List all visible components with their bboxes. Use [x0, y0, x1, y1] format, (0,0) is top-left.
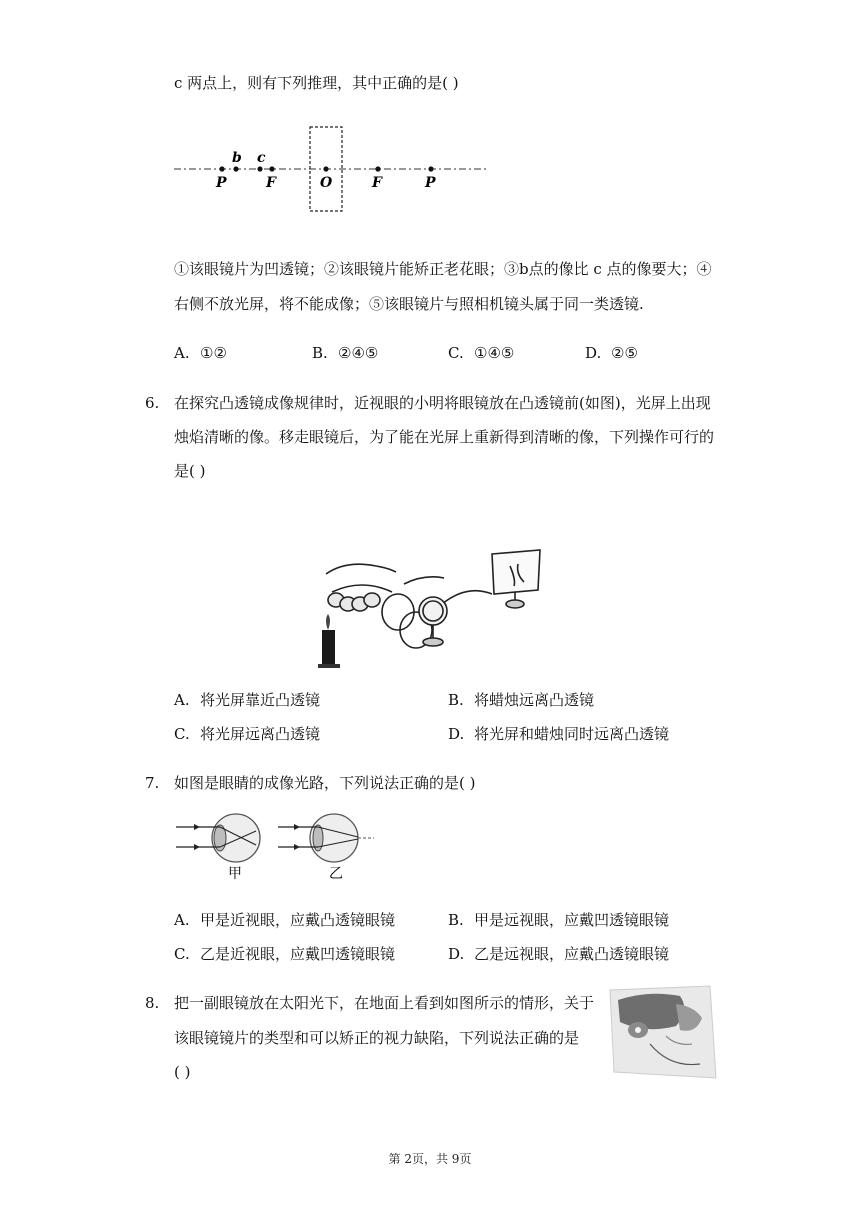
- q5-lens-axis-diagram: [170, 118, 500, 218]
- label-b: b: [232, 150, 242, 166]
- hand-holding-glasses-icon: [326, 564, 492, 648]
- q6-stem-line1: 在探究凸透镜成像规律时，近视眼的小明将眼镜放在凸透镜前(如图)，光屏上出现: [174, 394, 711, 412]
- label-O: O: [320, 175, 333, 191]
- label-P-left: P: [216, 175, 227, 191]
- option-label: C.: [174, 725, 190, 743]
- q5-option-d[interactable]: [585, 343, 638, 363]
- q5-statements-line2: 右侧不放光屏，将不能成像；⑤该眼镜片与照相机镜头属于同一类透镜.: [174, 295, 644, 313]
- shadow-dark-area: [618, 994, 684, 1029]
- option-text: 甲是远视眼，应戴凹透镜眼镜: [474, 911, 670, 929]
- q6-stem-line3: 是( ): [174, 462, 206, 480]
- option-text: 甲是近视眼，应戴凸透镜眼镜: [200, 911, 396, 929]
- q8-stem-line3: ( ): [174, 1063, 191, 1081]
- q7-stem: 如图是眼睛的成像光路，下列说法正确的是( ): [174, 774, 476, 792]
- option-text: 将光屏远离凸透镜: [200, 725, 321, 743]
- point-c: [257, 166, 262, 171]
- option-text: 将蜡烛远离凸透镜: [474, 691, 595, 709]
- q5-option-c[interactable]: [448, 343, 514, 363]
- fig-label-jia: 甲: [228, 866, 242, 882]
- q8-glasses-shadow-photo: [606, 984, 718, 1082]
- fig-label-yi: 乙: [329, 866, 343, 882]
- q7-option-d[interactable]: [448, 944, 669, 964]
- q7-option-c[interactable]: [174, 944, 395, 964]
- point-O: [323, 166, 328, 171]
- q6-option-d[interactable]: [448, 724, 669, 744]
- option-label: D.: [448, 945, 465, 963]
- option-label: B.: [312, 344, 328, 362]
- option-label: C.: [174, 945, 190, 963]
- option-label: D.: [448, 725, 465, 743]
- point-b: [233, 166, 238, 171]
- eye-diagram-jia: [176, 814, 260, 862]
- option-text: ②④⑤: [338, 344, 379, 362]
- option-label: A.: [174, 344, 190, 362]
- option-text: ②⑤: [611, 344, 638, 362]
- q6-option-a[interactable]: [174, 690, 320, 710]
- convex-lens-icon: [419, 597, 447, 646]
- option-label: A.: [174, 911, 190, 929]
- point-P-right: [428, 166, 433, 171]
- option-label: B.: [448, 911, 464, 929]
- label-P-right: P: [425, 175, 436, 191]
- q8-stem-line1: 把一副眼镜放在太阳光下，在地面上看到如图所示的情形，关于: [174, 994, 595, 1012]
- light-screen-icon: [492, 550, 540, 608]
- option-text: 乙是近视眼，应戴凹透镜眼镜: [200, 945, 396, 963]
- option-text: 乙是远视眼，应戴凸透镜眼镜: [474, 945, 670, 963]
- label-F-left: F: [266, 175, 276, 191]
- option-text: 将光屏靠近凸透镜: [200, 691, 321, 709]
- option-text: 将光屏和蜡烛同时远离凸透镜: [474, 725, 670, 743]
- q5-statements-line1: ①该眼镜片为凹透镜；②该眼镜片能矫正老花眼；③b点的像比 c 点的像要大；④: [174, 260, 712, 278]
- option-text: ①②: [200, 344, 227, 362]
- q6-stem-line2: 烛焰清晰的像。移走眼镜后，为了能在光屏上重新得到清晰的像，下列操作可行的: [174, 428, 715, 446]
- point-P-left: [219, 166, 224, 171]
- option-label: D.: [585, 344, 602, 362]
- q5-stem-tail: c 两点上，则有下列推理，其中正确的是( ): [174, 74, 459, 92]
- q6-lens-experiment-figure: [312, 544, 552, 674]
- point-F-left: [269, 166, 274, 171]
- candle-icon: [318, 614, 340, 668]
- q8-stem-line2: 该眼镜镜片的类型和可以矫正的视力缺陷，下列说法正确的是: [174, 1029, 580, 1047]
- bright-spot: [635, 1027, 641, 1033]
- q6-option-b[interactable]: [448, 690, 594, 710]
- eye-diagram-yi: [278, 814, 374, 862]
- option-label: C.: [448, 344, 464, 362]
- q5-option-b[interactable]: [312, 343, 378, 363]
- q6-number: 6.: [145, 394, 160, 412]
- q7-number: 7.: [145, 774, 160, 792]
- q5-option-a[interactable]: [174, 343, 227, 363]
- option-text: ①④⑤: [474, 344, 515, 362]
- label-F-right: F: [372, 175, 382, 191]
- page-footer: 第 2页，共 9页: [388, 1152, 472, 1166]
- option-label: A.: [174, 691, 190, 709]
- q7-eye-diagrams: [174, 812, 384, 882]
- point-F-right: [375, 166, 380, 171]
- q6-option-c[interactable]: [174, 724, 320, 744]
- q8-number: 8.: [145, 994, 160, 1012]
- label-c: c: [257, 150, 266, 166]
- q7-option-b[interactable]: [448, 910, 669, 930]
- q7-option-a[interactable]: [174, 910, 395, 930]
- option-label: B.: [448, 691, 464, 709]
